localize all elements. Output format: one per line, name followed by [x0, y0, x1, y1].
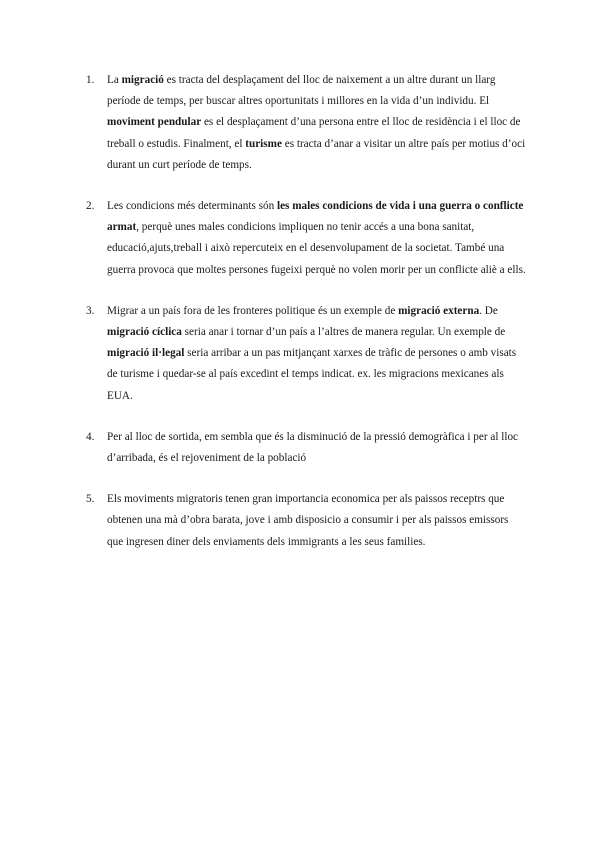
answer-item-2: [86, 196, 526, 281]
item-number: 4.: [86, 430, 95, 443]
answer-text: es tracta del desplaçament del lloc de naixement a un altre durant un llarg període de temps, per buscar altres oportunitats i millores en la vida d’un individu. El: [107, 74, 496, 108]
bold-term: migració cíclica: [107, 326, 182, 339]
item-number: 2.: [86, 200, 95, 213]
bold-term: migració il·legal: [107, 347, 185, 360]
answer-text: Migrar a un país fora de les fronteres politique és un exemple de: [107, 304, 399, 317]
answer-text: Per al lloc de sortida, em sembla que és la disminució de la pressió demogràfica i per al lloc d’arribada, és el rejoveniment de la població: [107, 430, 519, 465]
bold-term: moviment pendular: [107, 116, 202, 129]
answer-text: La: [107, 74, 122, 86]
item-number: 3.: [86, 304, 95, 317]
bold-term: les males condicions de vida i una guerra o conflicte armat: [107, 200, 524, 234]
bold-term: turisme: [245, 137, 282, 150]
answer-text: , perquè unes males condicions impliquen no tenir accés a una bona sanitat, educació,ajuts,treball i això repercuteix en el desenvolupament de la societat. També una guerra provoca que moltes persones fugeixi perquè no volen morir per un conflicte aliè a ells.: [107, 221, 526, 276]
answer-text: . De: [479, 304, 498, 317]
answer-text: seria anar i tornar d’un país a l’altres de manera regular. Un exemple de: [181, 326, 506, 339]
bold-term: migració: [121, 74, 164, 86]
answer-item-4: [86, 427, 526, 469]
answer-text: seria arribar a un pas mitjançant xarxes de tràfic de persones o amb visats de turisme i quedar-se al país excedint el temps indicat. ex. les migracions mexicanes als EUA.: [107, 347, 517, 402]
bold-term: migració externa: [398, 304, 480, 317]
answer-item-1: [86, 70, 526, 176]
answer-text: es el desplaçament d’una persona entre el lloc de residència i el lloc de treball o estudis. Finalment, el: [107, 116, 521, 150]
answer-item-3: [86, 301, 526, 407]
answer-text: es tracta d’anar a visitar un altre país per motius d’oci durant un curt període de temps.: [107, 137, 526, 171]
numbered-answer-list: [86, 70, 526, 573]
answer-item-5: [86, 489, 526, 553]
answer-text: Les condicions més determinants són: [107, 200, 277, 213]
item-number: 5.: [86, 493, 95, 506]
answer-text: Els moviments migratoris tenen gran importancia economica per als paissos receptrs que obtenen una mà d’obra barata, jove i amb disposicio a consumir i per als paissos emissors que ingresen diner dels enviaments dels immigrants a les seus families.: [107, 493, 509, 548]
item-number: 1.: [86, 74, 95, 86]
